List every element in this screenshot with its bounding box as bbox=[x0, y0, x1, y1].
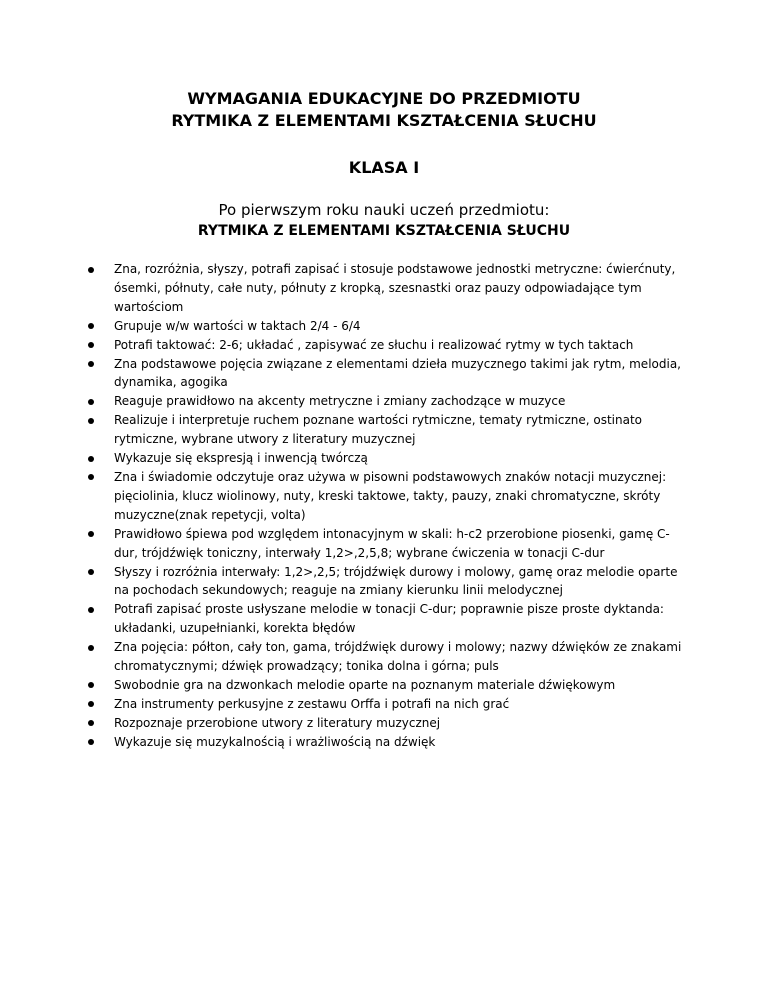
bullet-icon bbox=[88, 456, 94, 462]
bullet-icon bbox=[88, 267, 94, 273]
list-item-text: Prawidłowo śpiewa pod względem intonacyjnym w skali: h-c2 przerobione piosenki, gamę C-dur, trójdźwięk toniczny, interwały 1,2>,2,5,8; wybrane ćwiczenia w tonacji C-dur bbox=[114, 526, 670, 560]
bullet-icon bbox=[88, 645, 94, 651]
list-item-text: Wykazuje się ekspresją i inwencją twórczą bbox=[114, 451, 368, 466]
list-item-text: Realizuje i interpretuje ruchem poznane wartości rytmiczne, tematy rytmiczne, ostinato rytmiczne, wybrane utwory z literatury muzycznej bbox=[114, 413, 642, 447]
class-heading: KLASA I bbox=[348, 158, 420, 177]
bullet-icon bbox=[88, 474, 94, 480]
subject-heading: RYTMIKA Z ELEMENTAMI KSZTAŁCENIA SŁUCHU bbox=[197, 223, 571, 239]
bullet-icon bbox=[88, 607, 94, 613]
title-line-1: WYMAGANIA EDUKACYJNE DO PRZEDMIOTU bbox=[187, 89, 581, 108]
list-item bbox=[86, 411, 686, 449]
list-item bbox=[86, 600, 686, 638]
list-item-text: Reaguje prawidłowo na akcenty metryczne i zmiany zachodzące w muzyce bbox=[114, 394, 566, 409]
list-item-text: Zna i świadomie odczytuje oraz używa w pisowni podstawowych znaków notacji muzycznej: pięciolinia, klucz wiolinowy, nuty, kreski taktowe, takty, pauzy, znaki chromatyczne, skróty muzyczne(znak repetycji, volta) bbox=[114, 469, 667, 522]
list-item bbox=[86, 563, 686, 601]
bullet-icon bbox=[88, 323, 94, 329]
list-item-text: Zna, rozróżnia, słyszy, potrafi zapisać i stosuje podstawowe jednostki metryczne: ćwierćnuty, ósemki, półnuty, całe nuty, półnuty z kropką, szesnastki oraz pauzy odpowiadające tym wartościom bbox=[114, 262, 676, 314]
list-item-text: Rozpoznaje przerobione utwory z literatury muzycznej bbox=[114, 715, 441, 730]
list-item-text: Słyszy i rozróżnia interwały: 1,2>,2,5; trójdźwięk durowy i molowy, gamę oraz melodie oparte na pochodach sekundowych; reaguje na zmiany kierunku linii melodycznej bbox=[114, 564, 678, 598]
bullet-icon bbox=[88, 342, 94, 348]
requirements-list bbox=[86, 260, 686, 752]
list-item-text: Zna podstawowe pojęcia związane z elementami dzieła muzycznego takimi jak rytm, melodia, dynamika, agogika bbox=[114, 356, 681, 390]
list-item bbox=[86, 525, 686, 563]
list-item-text: Wykazuje się muzykalnością i wrażliwością na dźwięk bbox=[114, 734, 436, 749]
bullet-icon bbox=[88, 418, 94, 424]
list-item-text: Swobodnie gra na dzwonkach melodie oparte na poznanym materiale dźwiękowym bbox=[114, 677, 616, 692]
list-item bbox=[86, 260, 686, 317]
list-item bbox=[86, 336, 686, 355]
list-item bbox=[86, 695, 686, 714]
list-item-text: Zna pojęcia: półton, cały ton, gama, trójdźwięk durowy i molowy; nazwy dźwięków ze znakami chromatycznymi; dźwięk prowadzący; tonika dolna i górna; puls bbox=[114, 640, 682, 674]
list-item-text: Grupuje w/w wartości w taktach 2/4 - 6/4 bbox=[114, 318, 361, 333]
bullet-icon bbox=[88, 569, 94, 575]
list-item-text: Zna instrumenty perkusyjne z zestawu Orffa i potrafi na nich grać bbox=[114, 696, 510, 711]
list-item-text: Potrafi zapisać proste usłyszane melodie w tonacji C-dur; poprawnie pisze proste dyktanda: układanki, uzupełnianki, korekta błędów bbox=[114, 602, 664, 636]
list-item bbox=[86, 676, 686, 695]
document-title bbox=[0, 88, 768, 132]
list-item bbox=[86, 638, 686, 676]
list-item bbox=[86, 714, 686, 733]
list-item bbox=[86, 733, 686, 752]
bullet-icon bbox=[88, 531, 94, 537]
bullet-icon bbox=[88, 361, 94, 367]
list-item-text: Potrafi taktować: 2-6; układać , zapisywać ze słuchu i realizować rytmy w tych taktach bbox=[114, 337, 634, 352]
list-item bbox=[86, 355, 686, 393]
bullet-icon bbox=[88, 399, 94, 405]
list-item bbox=[86, 468, 686, 525]
bullet-icon bbox=[88, 739, 94, 745]
list-item bbox=[86, 317, 686, 336]
list-item bbox=[86, 392, 686, 411]
bullet-icon bbox=[88, 720, 94, 726]
intro-text: Po pierwszym roku nauki uczeń przedmiotu: bbox=[218, 201, 550, 219]
title-line-2: RYTMIKA Z ELEMENTAMI KSZTAŁCENIA SŁUCHU bbox=[171, 111, 597, 130]
bullet-icon bbox=[88, 682, 94, 688]
list-item bbox=[86, 449, 686, 468]
bullet-icon bbox=[88, 701, 94, 707]
